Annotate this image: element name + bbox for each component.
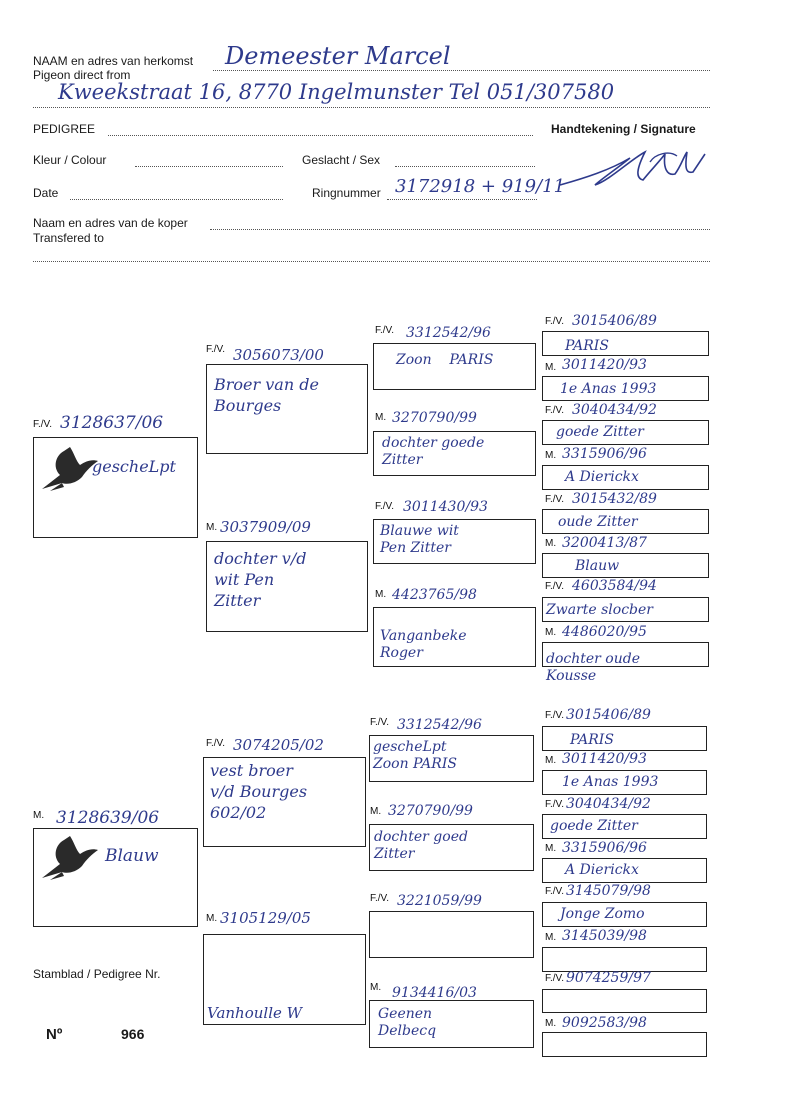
g1-3-note: A Dierickx	[565, 469, 639, 485]
g1-4-ring: 3015432/89	[572, 491, 657, 507]
df-mother-ring: 3270790/99	[388, 803, 473, 819]
df-father-ring: 3312542/96	[397, 717, 482, 733]
sire-note: gescheLpt	[92, 457, 176, 476]
origin-label-en: Pigeon direct from	[33, 68, 131, 82]
df-father-note: gescheLpt Zoon PARIS	[373, 739, 457, 772]
g2-1-label: M.	[545, 755, 557, 766]
stamblad-label: Stamblad / Pedigree Nr.	[33, 967, 161, 981]
g2-6-label: F./V.	[545, 973, 565, 984]
pedigree-line	[108, 135, 533, 136]
sm-father-note: Blauwe wit Pen Zitter	[380, 523, 459, 556]
g2-7-ring: 9092583/98	[562, 1015, 647, 1031]
pedigree-no-value: 966	[121, 1026, 145, 1042]
g2-5-label: M.	[545, 932, 557, 943]
g1-0-note: PARIS	[565, 338, 609, 354]
dm-mother-note: Geenen Delbecq	[378, 1006, 437, 1039]
signature-scribble	[555, 140, 715, 200]
sm-mother-fv-label: M.	[375, 589, 387, 600]
g2-0-note: PARIS	[570, 732, 614, 748]
g2-4-note: Jonge Zomo	[560, 906, 645, 922]
g2-2-ring: 3040434/92	[566, 796, 651, 812]
dm-mother-ring: 9134416/03	[392, 985, 477, 1001]
sf-father-ring: 3312542/96	[406, 325, 491, 341]
g1-5-box	[542, 553, 709, 578]
dm-father-ring: 3221059/99	[397, 893, 482, 909]
g1-5-ring: 3200413/87	[562, 535, 647, 551]
g2-1-note: 1e Anas 1993	[562, 774, 659, 790]
g1-0-label: F./V.	[545, 316, 565, 327]
sm-father-ring: 3011430/93	[403, 499, 488, 515]
sire-mother-ring: 3037909/09	[220, 518, 311, 536]
g2-0-ring: 3015406/89	[566, 707, 651, 723]
g2-2-label: F./V.	[545, 799, 565, 810]
sex-label: Geslacht / Sex	[302, 153, 381, 167]
g2-7-label: M.	[545, 1018, 557, 1029]
g1-1-note: 1e Anas 1993	[560, 381, 657, 397]
dam-father-note: vest broer v/d Bourges 602/02	[210, 761, 308, 822]
sf-father-fv-label: F./V.	[375, 325, 395, 336]
g2-4-ring: 3145079/98	[566, 883, 651, 899]
g2-1-ring: 3011420/93	[562, 751, 647, 767]
g2-0-box	[542, 726, 707, 751]
df-mother-fv-label: M.	[370, 806, 382, 817]
g2-5-box	[542, 947, 707, 972]
buyer-line-1	[210, 229, 710, 230]
g1-5-label: M.	[545, 538, 557, 549]
dm-father-box	[369, 911, 534, 958]
sire-mother-fv-label: M.	[206, 522, 218, 533]
g1-3-ring: 3315906/96	[562, 446, 647, 462]
sf-mother-note: dochter goede Zitter	[382, 435, 485, 468]
ring-line	[387, 199, 537, 200]
g2-6-ring: 9074259/97	[566, 970, 651, 986]
pedigree-no-label: Nº	[46, 1026, 63, 1043]
sm-father-fv-label: F./V.	[375, 501, 395, 512]
g1-2-ring: 3040434/92	[572, 402, 657, 418]
dam-ring: 3128639/06	[56, 808, 160, 828]
g1-4-note: oude Zitter	[558, 514, 638, 530]
g1-5-note: Blauw	[575, 558, 620, 574]
buyer-label-en: Transfered to	[33, 231, 104, 245]
dam-mother-fv-label: M.	[206, 913, 218, 924]
ring-value: 3172918 + 919/11	[395, 176, 566, 197]
g2-7-box	[542, 1032, 707, 1057]
sire-father-ring: 3056073/00	[233, 346, 324, 364]
g1-7-note: dochter oude Kousse	[546, 651, 640, 684]
g1-2-note: goede Zitter	[556, 424, 644, 440]
dam-pigeon-icon	[40, 834, 100, 882]
dam-m-label: M.	[33, 810, 45, 821]
sm-mother-ring: 4423765/98	[392, 587, 477, 603]
sire-pigeon-icon	[40, 445, 100, 493]
g1-4-label: F./V.	[545, 494, 565, 505]
sf-mother-ring: 3270790/99	[392, 410, 477, 426]
dam-mother-ring: 3105129/05	[220, 909, 311, 927]
pedigree-label: PEDIGREE	[33, 122, 96, 136]
g1-6-ring: 4603584/94	[572, 578, 657, 594]
g2-6-box	[542, 989, 707, 1013]
g2-5-ring: 3145039/98	[562, 928, 647, 944]
g1-6-label: F./V.	[545, 581, 565, 592]
colour-line	[135, 166, 283, 167]
g1-7-ring: 4486020/95	[562, 624, 647, 640]
df-father-fv-label: F./V.	[370, 717, 390, 728]
signature-label: Handtekening / Signature	[551, 122, 696, 136]
origin-line-1	[213, 70, 710, 71]
g1-1-ring: 3011420/93	[562, 357, 647, 373]
g2-4-label: F./V.	[545, 886, 565, 897]
g1-6-note: Zwarte slocber	[546, 602, 653, 618]
date-label: Date	[33, 186, 59, 200]
sf-mother-fv-label: M.	[375, 412, 387, 423]
g2-3-note: A Dierickx	[565, 862, 639, 878]
df-mother-note: dochter goed Zitter	[374, 829, 468, 862]
g1-2-label: F./V.	[545, 405, 565, 416]
g2-2-note: goede Zitter	[550, 818, 638, 834]
origin-label: NAAM en adres van herkomst	[33, 54, 194, 68]
sire-ring: 3128637/06	[60, 413, 164, 433]
owner-name: Demeester Marcel	[225, 42, 451, 70]
g2-3-label: M.	[545, 843, 557, 854]
ring-label: Ringnummer	[312, 186, 381, 200]
sm-mother-note: Vanganbeke Roger	[380, 628, 467, 661]
g2-0-label: F./V.	[545, 710, 565, 721]
g1-0-ring: 3015406/89	[572, 313, 657, 329]
sire-father-fv-label: F./V.	[206, 344, 226, 355]
dam-mother-note: Vanhoulle W	[207, 1004, 303, 1022]
date-line	[70, 199, 283, 200]
dm-father-fv-label: F./V.	[370, 893, 390, 904]
owner-address: Kweekstraat 16, 8770 Ingelmunster Tel 051/307580	[58, 80, 615, 104]
sex-line	[395, 166, 535, 167]
dam-father-fv-label: F./V.	[206, 738, 226, 749]
sire-father-note: Broer van de Bourges	[214, 375, 319, 415]
sf-father-note: Zoon PARIS	[396, 352, 494, 368]
buyer-label: Naam en adres van de koper	[33, 216, 188, 230]
sire-mother-note: dochter v/d wit Pen Zitter	[214, 549, 307, 610]
colour-label: Kleur / Colour	[33, 153, 107, 167]
sire-fv-label: F./V.	[33, 419, 53, 430]
g1-3-label: M.	[545, 450, 557, 461]
dam-father-ring: 3074205/02	[233, 736, 324, 754]
dam-note: Blauw	[105, 846, 159, 866]
origin-line-2	[33, 107, 710, 108]
g1-7-label: M.	[545, 627, 557, 638]
g2-3-ring: 3315906/96	[562, 840, 647, 856]
g1-1-label: M.	[545, 362, 557, 373]
dm-mother-fv-label: M.	[370, 982, 382, 993]
buyer-line-2	[33, 261, 710, 262]
